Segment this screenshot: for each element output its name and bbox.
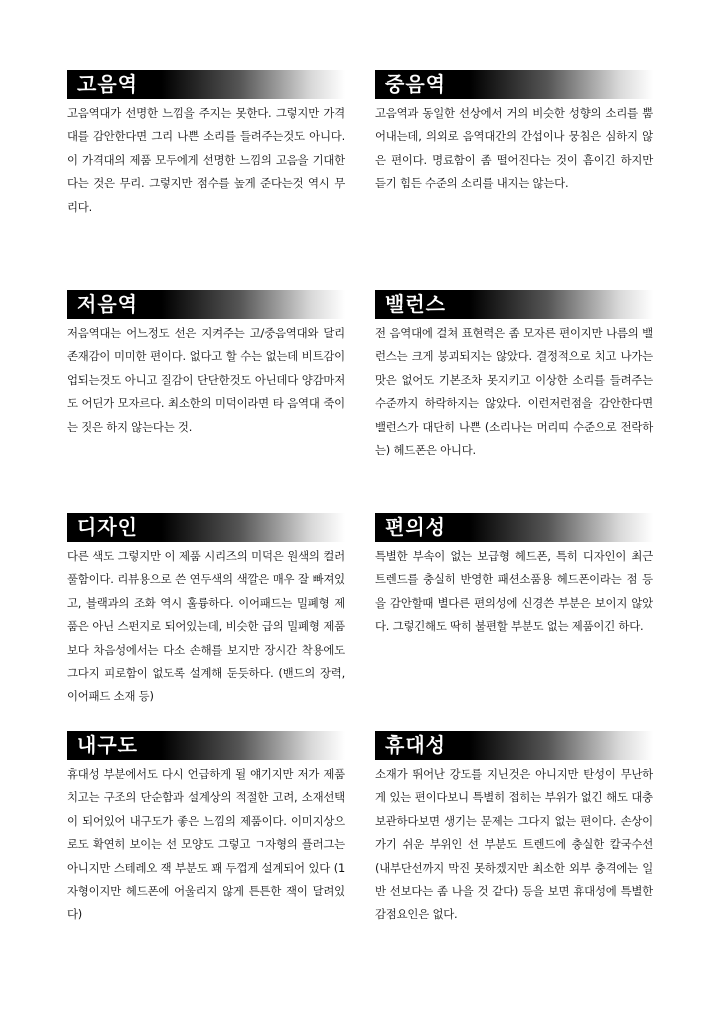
section-body: 특별한 부속이 없는 보급형 헤드폰, 특히 디자인이 최근 트렌드를 충실히 반영한 패션소품용 헤드폰이라는 점 등을 감안할때 별다른 편의성에 신경쓴 부분은 보이지 않았다. 그렇긴해도 딱히 불편할 부분도 없는 제품이긴 하다. [375, 549, 653, 634]
section-body: 고음역과 동일한 선상에서 거의 비슷한 성향의 소리를 뿜어내는데, 의외로 음역대간의 간섭이나 뭉침은 심하지 않은 편이다. 명료함이 좀 떨어진다는 것이 흠이긴 하지만 듣기 힘든 수준의 소리를 내지는 않는다. [375, 106, 653, 191]
section-heading: 내구도 [67, 731, 345, 760]
section-convenience [375, 513, 653, 639]
section-bass [67, 290, 345, 439]
section-heading: 저음역 [67, 290, 345, 319]
section-body: 다른 색도 그렇지만 이 제품 시리즈의 미덕은 원색의 컬러풀함이다. 리뷰용으로 쓴 연두색의 색깔은 매우 잘 빠져있고, 블랙과의 조화 역시 훌륭하다. 이어패드는 밀폐형 제품은 아닌 스펀지로 되어있는데, 비슷한 급의 밀폐형 제품보다 차음성에서는 다소 손해를 보지만 장시간 착용에도 그다지 피로함이 없도록 설계해 둔듯하다. (밴드의 장력, 이어패드 소재 등) [67, 549, 345, 704]
section-heading: 디자인 [67, 513, 345, 542]
section-body: 전 음역대에 걸쳐 표현력은 좀 모자른 편이지만 나름의 밸런스는 크게 붕괴되지는 않았다. 결정적으로 치고 나가는 맛은 없어도 기본조차 못지키고 이상한 소리를 들려주는 수준까지 하락하지는 않았다. 이런저런점을 감안한다면 밸런스가 대단히 나쁜 (소리나는 머리띠 수준으로 전락하는) 헤드폰은 아니다. [375, 326, 653, 458]
section-body: 소재가 뛰어난 강도를 지닌것은 아니지만 탄성이 무난하게 있는 편이다보니 특별히 접히는 부위가 없긴 해도 대충 보관하다보면 생기는 문제는 그다지 없는 편이다. 손상이 가기 쉬운 부위인 선 부분도 트렌드에 충실한 칼국수선 (내부단선까지 막진 못하겠지만 최소한 외부 충격에는 일반 선보다는 좀 나을 것 같다) 등을 보면 휴대성에 특별한 감점요인은 없다. [375, 767, 653, 922]
section-durability [67, 731, 345, 927]
section-portability [375, 731, 653, 927]
section-heading: 휴대성 [375, 731, 653, 760]
section-design [67, 513, 345, 709]
section-body: 휴대성 부분에서도 다시 언급하게 될 얘기지만 저가 제품치고는 구조의 단순함과 설계상의 적절한 고려, 소재선택이 되어있어 내구도가 좋은 느낌의 제품이다. 이미지상으로도 확연히 보이는 선 모양도 그렇고 ㄱ자형의 플러그는 아니지만 스테레오 잭 부분도 꽤 두껍게 설계되어 있다 (1자형이지만 헤드폰에 어울리지 않게 튼튼한 잭이 달려있다) [67, 767, 345, 922]
section-heading: 밸런스 [375, 290, 653, 319]
section-treble [67, 70, 345, 219]
section-heading: 중음역 [375, 70, 653, 99]
section-balance [375, 290, 653, 462]
section-body: 저음역대는 어느정도 선은 지켜주는 고/중음역대와 달리 존재감이 미미한 편이다. 없다고 할 수는 없는데 비트감이 업되는것도 아니고 질감이 단단한것도 아닌데다 양감마저도 어딘가 모자르다. 최소한의 미덕이라면 타 음역대 죽이는 짓은 하지 않는다는 것. [67, 326, 345, 434]
section-heading: 고음역 [67, 70, 345, 99]
section-midrange [375, 70, 653, 196]
section-body: 고음역대가 선명한 느낌을 주지는 못한다. 그렇지만 가격대를 감안한다면 그리 나쁜 소리를 들려주는것도 아니다. 이 가격대의 제품 모두에게 선명한 느낌의 고음을 기대한다는 것은 무리. 그렇지만 점수를 높게 준다는것 역시 무리다. [67, 106, 345, 214]
section-heading: 편의성 [375, 513, 653, 542]
